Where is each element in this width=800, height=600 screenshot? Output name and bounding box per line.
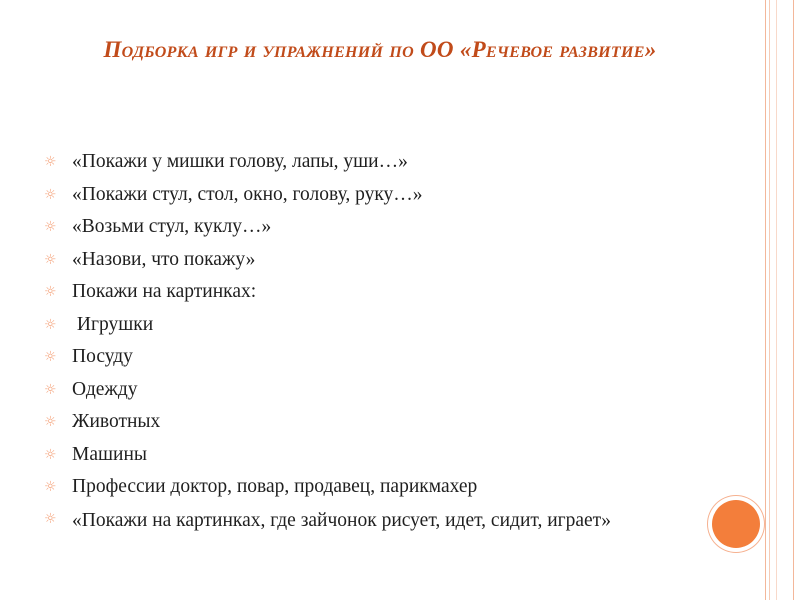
sun-bullet-icon: ☼ [44,154,57,170]
list-item [44,146,704,179]
list-item [44,244,704,277]
frame-line [765,0,766,600]
sun-bullet-icon: ☼ [44,284,57,300]
sun-bullet-icon: ☼ [44,381,57,398]
sun-bullet-icon: ☼ [44,251,57,268]
frame-line [769,0,770,600]
list-item-text: «Покажи у мишки голову, лапы, уши…» [72,151,408,172]
accent-circle-decoration [712,500,760,548]
list-item [44,276,704,309]
list-item-text: Покажи на картинках: [72,281,257,302]
list-item-text: «Назови, что покажу» [72,248,256,270]
list-item [44,439,704,472]
list-item-text: Одежду [72,378,138,400]
frame-line [793,0,794,600]
list-item-text: «Возьми стул, куклу…» [72,216,272,237]
list-item-text: Машины [72,443,147,465]
sun-bullet-icon: ☼ [44,316,57,333]
sun-bullet-icon: ☼ [44,349,57,365]
list-item [44,406,704,439]
sun-bullet-icon: ☼ [44,219,57,235]
list-item [44,504,704,534]
list-item [44,341,704,374]
frame-line [776,0,777,600]
list-item [44,471,704,504]
list-item-text: Животных [72,411,161,432]
list-item [44,374,704,407]
list-item [44,179,704,212]
list-item [44,309,704,342]
list-item-text: Игрушки [72,313,154,335]
list-item-text: «Покажи на картинках, где зайчонок рисует, идет, сидит, играет» [72,509,611,531]
list-item-text: Профессии доктор, повар, продавец, парикмахер [72,476,478,497]
bullet-list [44,146,704,534]
list-item-text: «Покажи стул, стол, окно, голову, руку…» [72,183,423,205]
list-item [44,211,704,244]
sun-bullet-icon: ☼ [44,510,57,527]
list-item-text: Посуду [72,346,133,367]
sun-bullet-icon: ☼ [44,479,57,495]
sun-bullet-icon: ☼ [44,414,57,430]
sun-bullet-icon: ☼ [44,446,57,463]
slide-title: Подборка игр и упражнений по ОО «Речевое развитие» [103,37,657,62]
sun-bullet-icon: ☼ [44,186,57,203]
